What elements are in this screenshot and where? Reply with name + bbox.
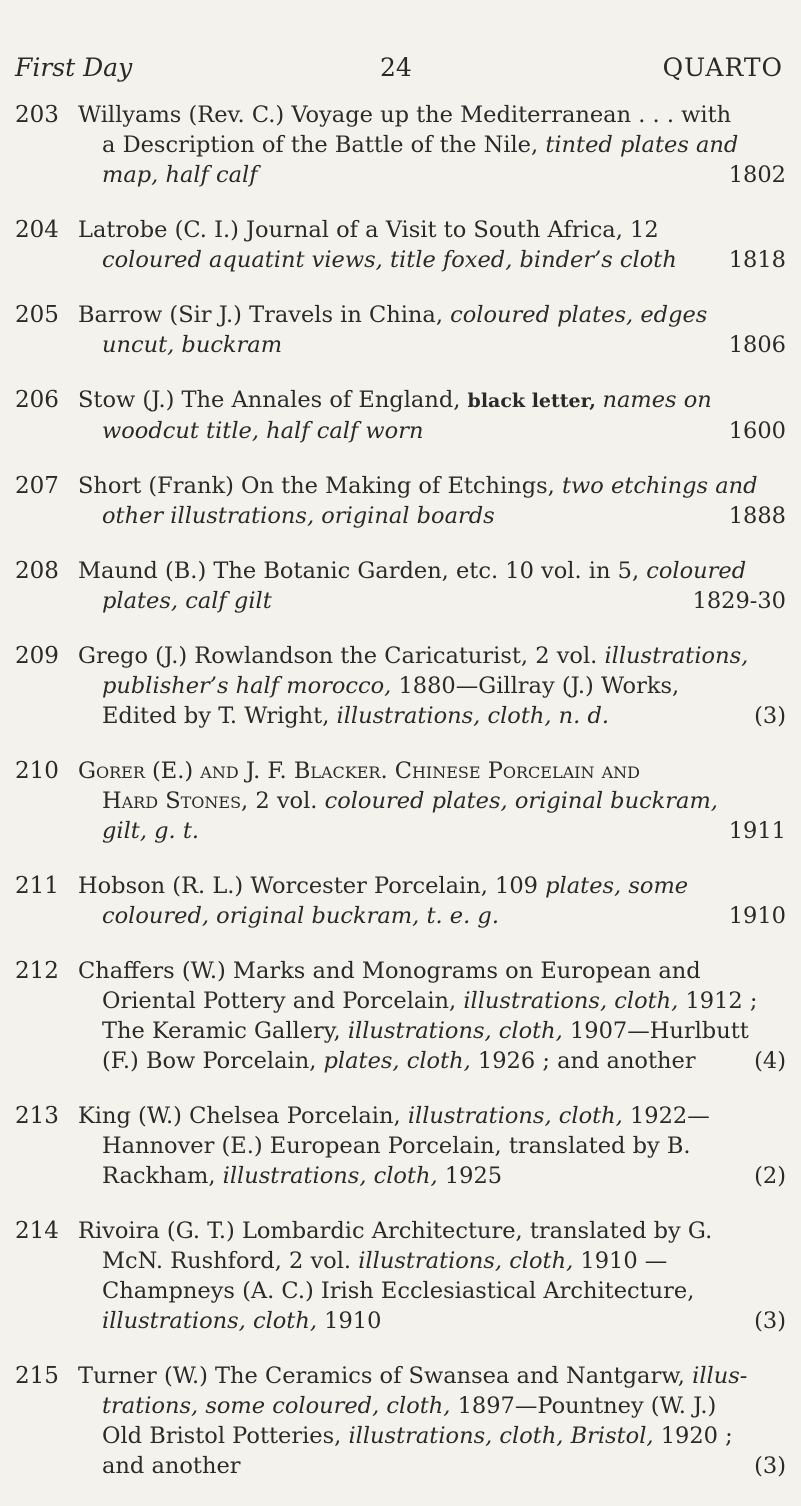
lot-description: Hobson (R. L.) Worcester Porcelain, 109 plates, some coloured, original buckram, t. e. g. 1910: [78, 873, 786, 929]
lot-entry: [0, 641, 801, 731]
page-number: 24: [380, 53, 412, 82]
lot-date: (4): [754, 1048, 786, 1074]
lot-date: 1829-30: [692, 588, 786, 614]
lot-entry: [0, 1361, 801, 1481]
page-header: [0, 50, 801, 86]
lot-number: 210: [15, 758, 59, 784]
lot-number: 204: [15, 217, 59, 243]
lot-description: Gorer (E.) and J. F. Blacker. Chinese Porcelain and Hard Stones, 2 vol. coloured plates, original buckram, gilt, g. t. 1911: [78, 758, 786, 844]
lot-date: 1802: [728, 162, 786, 188]
header-format: QUARTO: [662, 53, 783, 82]
lot-description: Turner (W.) The Ceramics of Swansea and Nantgarw, illus- trations, some coloured, cloth, 1897—Pountney (W. J.) Old Bristol Potteries, illustrations, cloth, Bristol, 1920 ; and another (3): [78, 1363, 786, 1479]
lot-number: 209: [15, 643, 59, 669]
lot-date: 1911: [728, 818, 786, 844]
lot-list: [0, 100, 801, 1506]
lot-entry: [0, 1216, 801, 1336]
lot-entry: [0, 215, 801, 275]
lot-entry: [0, 956, 801, 1076]
lot-date: 1910: [728, 903, 786, 929]
header-day: First Day: [15, 53, 133, 82]
lot-number: 213: [15, 1103, 59, 1129]
lot-date: 1806: [728, 332, 786, 358]
lot-description: Barrow (Sir J.) Travels in China, coloured plates, edges uncut, buckram 1806: [78, 302, 786, 358]
lot-description: Maund (B.) The Botanic Garden, etc. 10 vol. in 5, coloured plates, calf gilt 1829-30: [78, 558, 786, 614]
lot-description: Rivoira (G. T.) Lombardic Architecture, translated by G. McN. Rushford, 2 vol. illustrations, cloth, 1910 — Champneys (A. C.) Irish Ecclesiastical Architecture, illustrations, cloth, 1910 (3): [78, 1218, 786, 1334]
lot-number: 215: [15, 1363, 59, 1389]
lot-entry: [0, 756, 801, 846]
lot-entry: [0, 1101, 801, 1191]
lot-number: 214: [15, 1218, 59, 1244]
lot-number: 206: [15, 387, 59, 413]
lot-number: 205: [15, 302, 59, 328]
lot-number: 203: [15, 102, 59, 128]
lot-entry: [0, 556, 801, 616]
lot-date: (3): [754, 703, 786, 729]
lot-description: Stow (J.) The Annales of England, black letter, names on woodcut title, half calf worn 1600: [78, 387, 786, 444]
lot-number: 207: [15, 473, 59, 499]
lot-number: 208: [15, 558, 59, 584]
lot-description: Grego (J.) Rowlandson the Caricaturist, 2 vol. illustrations, publisher’s half morocco, 1880—Gillray (J.) Works, Edited by T. Wright, illustrations, cloth, n. d. (3): [78, 643, 786, 729]
lot-description: King (W.) Chelsea Porcelain, illustrations, cloth, 1922— Hannover (E.) European Porcelain, translated by B. Rackham, illustrations, cloth, 1925 (2): [78, 1103, 786, 1189]
lot-description: Willyams (Rev. C.) Voyage up the Mediterranean . . . with a Description of the Battle of the Nile, tinted plates and map, half calf 1802: [78, 102, 786, 188]
lot-entry: [0, 385, 801, 446]
lot-date: (3): [754, 1453, 786, 1479]
lot-entry: [0, 100, 801, 190]
lot-date: 1818: [728, 247, 786, 273]
lot-date: 1888: [728, 503, 786, 529]
lot-entry: [0, 300, 801, 360]
lot-entry: [0, 871, 801, 931]
lot-entry: [0, 471, 801, 531]
lot-date: 1600: [728, 418, 786, 444]
lot-number: 211: [15, 873, 59, 899]
lot-description: Latrobe (C. I.) Journal of a Visit to South Africa, 12 coloured aquatint views, title foxed, binder’s cloth 1818: [78, 217, 786, 273]
lot-description: Chaffers (W.) Marks and Monograms on European and Oriental Pottery and Porcelain, illustrations, cloth, 1912 ; The Keramic Gallery, illustrations, cloth, 1907—Hurlbutt (F.) Bow Porcelain, plates, cloth, 1926 ; and another (4): [78, 958, 786, 1074]
lot-number: 212: [15, 958, 59, 984]
lot-date: (3): [754, 1308, 786, 1334]
lot-description: Short (Frank) On the Making of Etchings, two etchings and other illustrations, original boards 1888: [78, 473, 786, 529]
lot-date: (2): [754, 1163, 786, 1189]
